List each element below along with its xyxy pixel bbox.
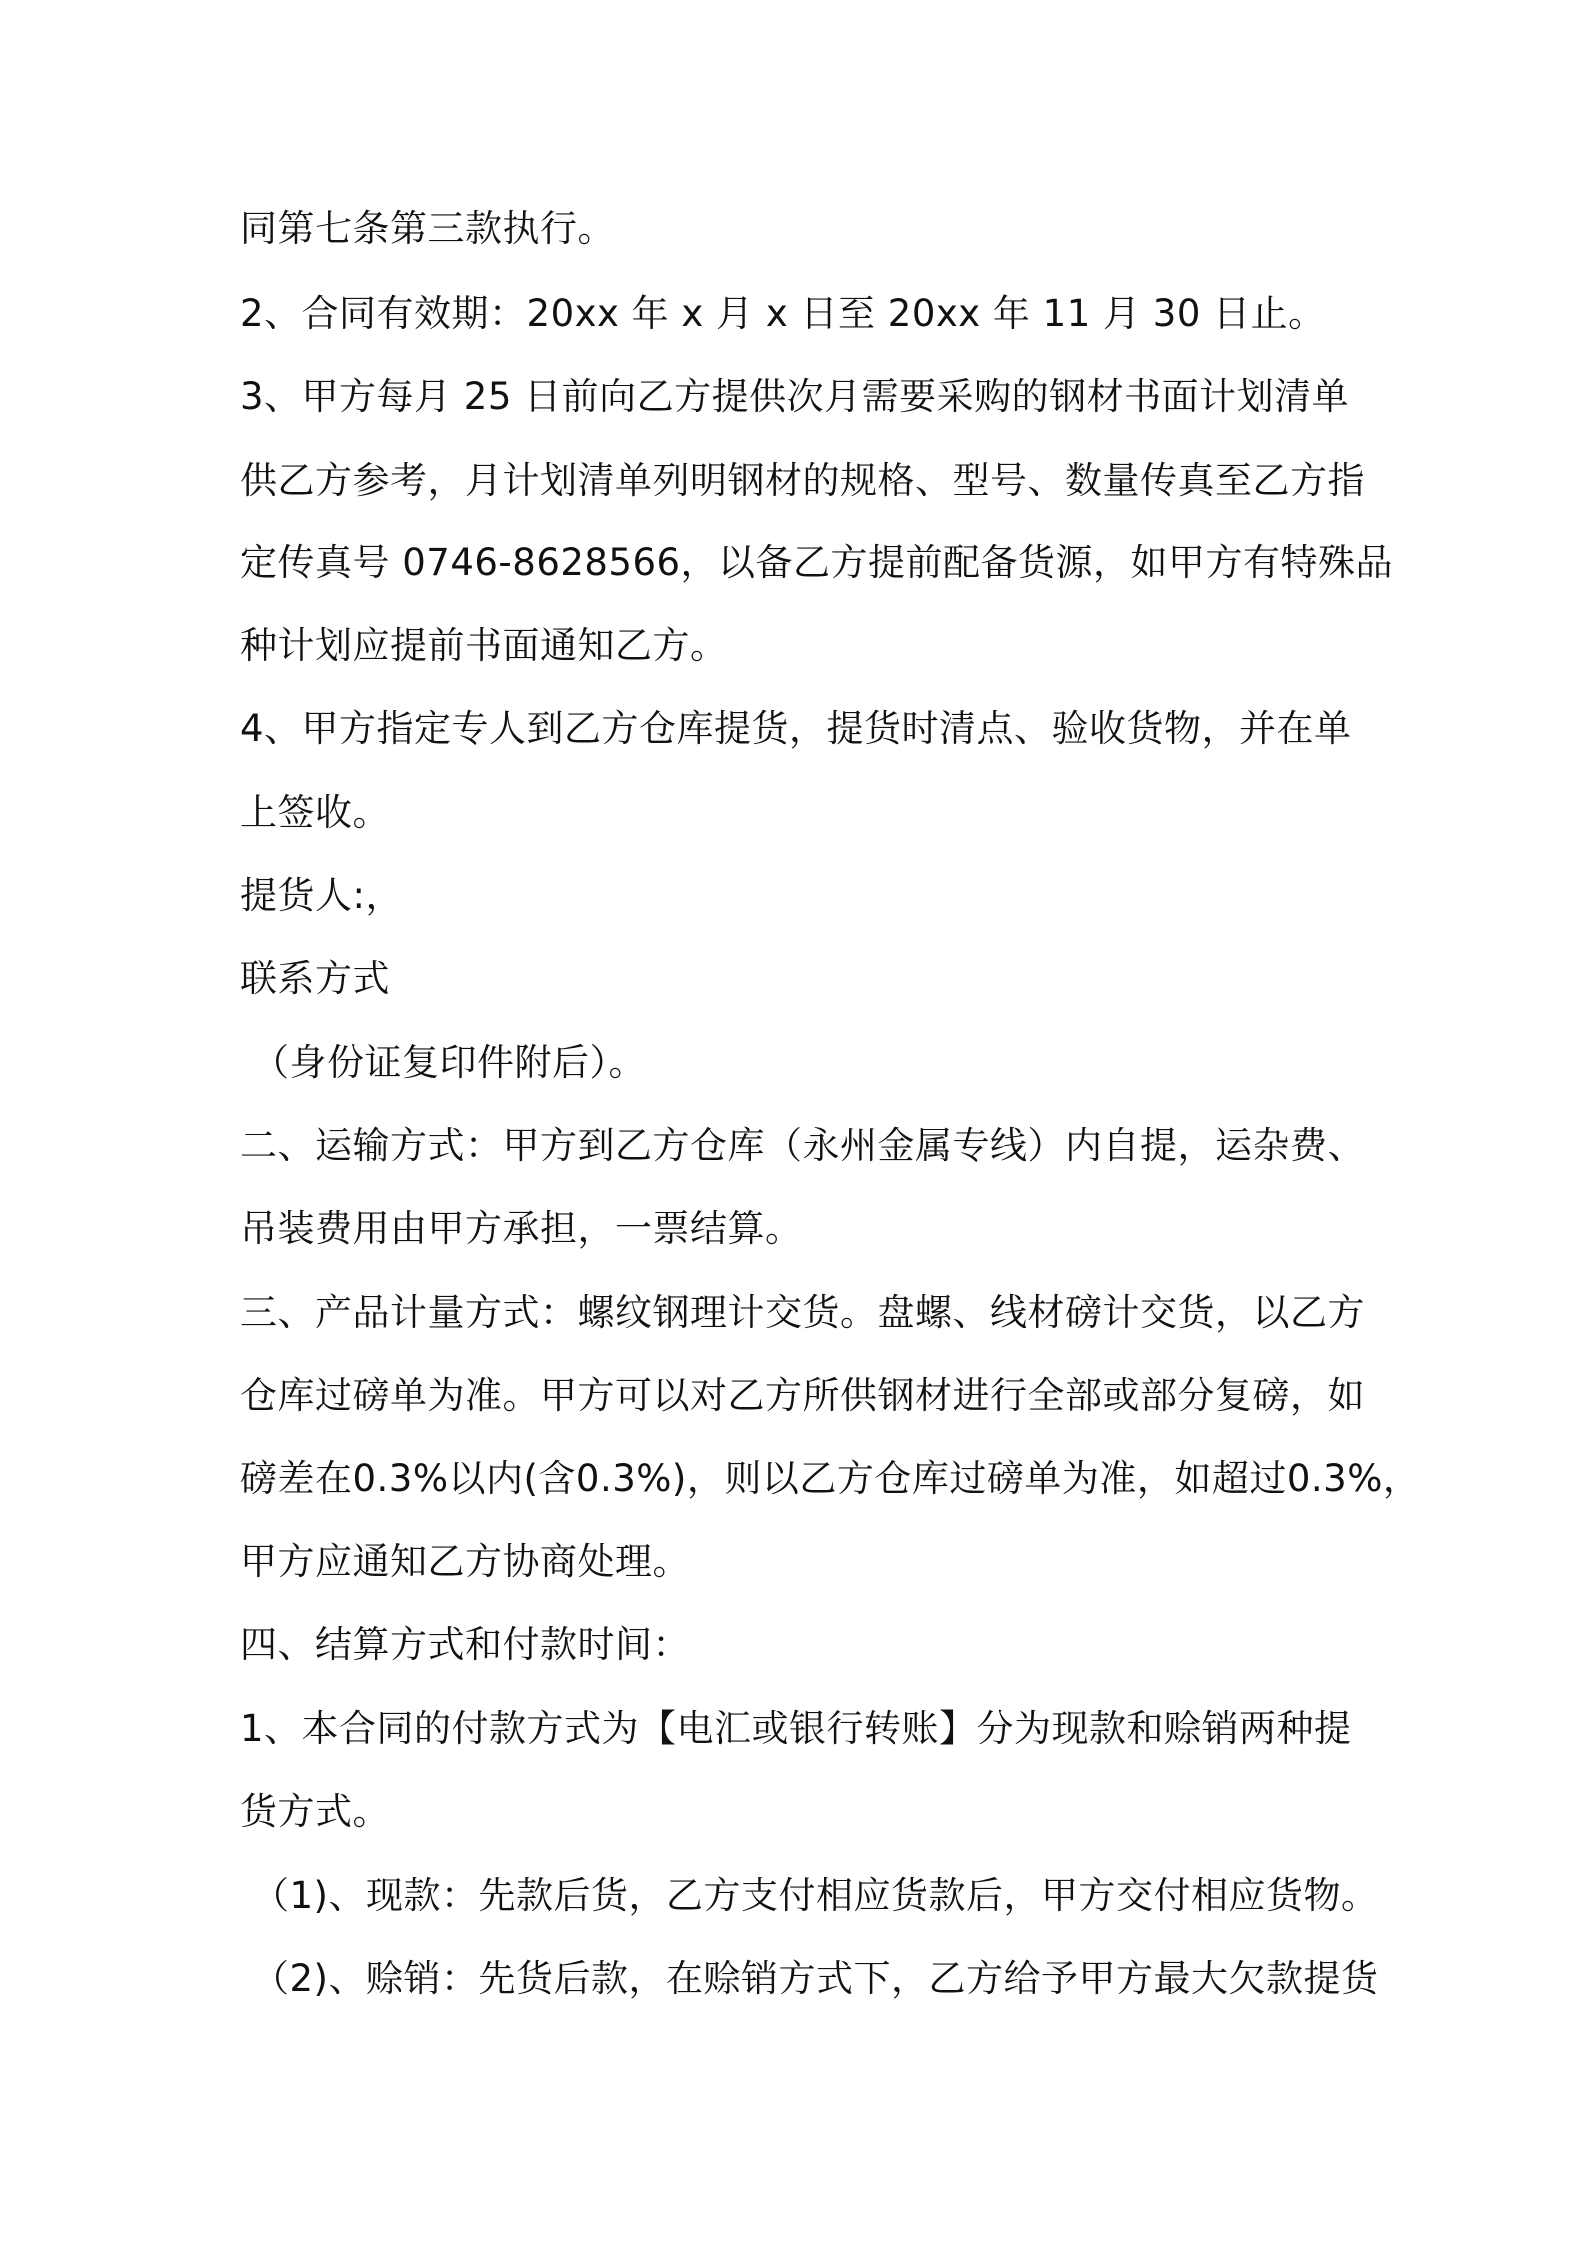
text-line: 同第七条第三款执行。 [240, 207, 615, 250]
text-line: 仓库过磅单为准。甲方可以对乙方所供钢材进行全部或部分复磅，如 [240, 1374, 1365, 1417]
text-line: 磅差在0.3%以内(含0.3%)，则以乙方仓库过磅单为准，如超过0.3%， [240, 1457, 1421, 1500]
text-line: 供乙方参考，月计划清单列明钢材的规格、型号、数量传真至乙方指 [240, 459, 1365, 502]
text-line: 种计划应提前书面通知乙方。 [240, 624, 728, 667]
text-line: 货方式。 [240, 1790, 390, 1833]
text-line: 1、本合同的付款方式为【电汇或银行转账】分为现款和赊销两种提 [240, 1707, 1352, 1750]
text-line: 提货人:， [240, 874, 403, 917]
text-line: （身份证复印件附后）。 [252, 1041, 646, 1084]
text-line: 吊装费用由甲方承担，一票结算。 [240, 1207, 803, 1250]
text-line: （2)、赊销：先货后款，在赊销方式下，乙方给予甲方最大欠款提货 [252, 1957, 1379, 2000]
text-line: 2、合同有效期：20xx 年 x 月 x 日至 20xx 年 11 月 30 日止。 [240, 292, 1326, 335]
text-line: 四、结算方式和付款时间： [240, 1623, 690, 1666]
text-line: （1)、现款：先款后货，乙方支付相应货款后，甲方交付相应货物。 [252, 1874, 1379, 1917]
text-line: 联系方式 [240, 957, 390, 1000]
text-line: 二、运输方式：甲方到乙方仓库（永州金属专线）内自提，运杂费、 [240, 1124, 1365, 1167]
text-line: 三、产品计量方式：螺纹钢理计交货。盘螺、线材磅计交货，以乙方 [240, 1291, 1365, 1334]
text-line: 上签收。 [240, 791, 390, 834]
text-line: 甲方应通知乙方协商处理。 [240, 1540, 690, 1583]
text-line: 定传真号 0746-8628566，以备乙方提前配备货源，如甲方有特殊品 [240, 541, 1394, 584]
text-line: 3、甲方每月 25 日前向乙方提供次月需要采购的钢材书面计划清单 [240, 375, 1350, 418]
text-line: 4、甲方指定专人到乙方仓库提货，提货时清点、验收货物，并在单 [240, 707, 1352, 750]
